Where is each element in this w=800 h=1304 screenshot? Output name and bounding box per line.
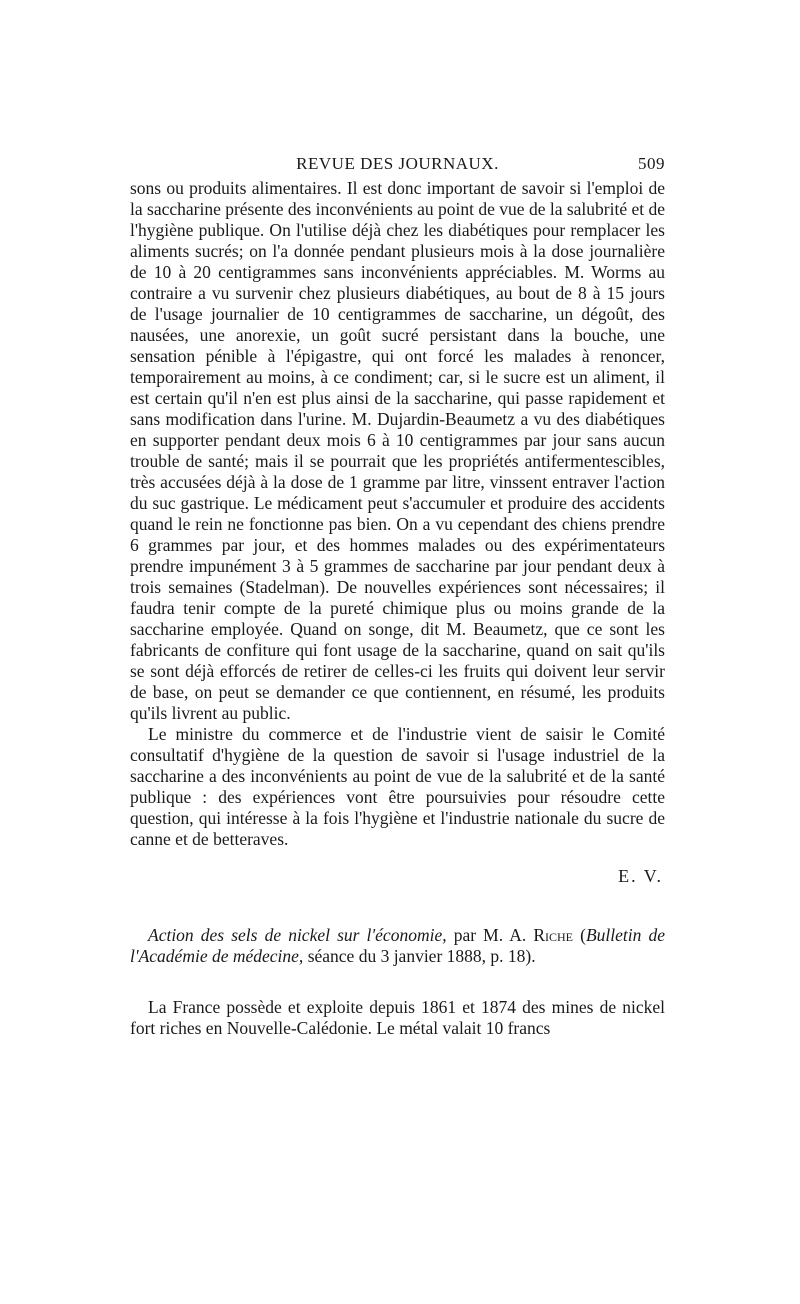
body-paragraph-3: La France possède et exploite depuis 1861 et 1874 des mines de nickel fort riches en Nouvelle-Calédonie. Le métal valait 10 francs: [130, 997, 665, 1038]
author-signature: E. V.: [618, 866, 663, 886]
article-details: séance du 3 janvier 1888, p. 18).: [303, 946, 536, 966]
body-paragraph-1: sons ou produits alimentaires. Il est donc important de savoir si l'emploi de la saccharine présente des inconvénients au point de vue de la salubrité et de l'hygiène publique. On l'utilise déjà chez les diabétiques pour remplacer les aliments sucrés; on l'a donnée pendant plusieurs mois à la dose journalière de 10 à 20 centigrammes sans inconvénients appréciables. M. Worms au contraire a vu survenir chez plusieurs diabétiques, au bout de 8 à 15 jours de l'usage journalier de 10 centigrammes de saccharine, un dégoût, des nausées, une anorexie, un goût sucré persistant dans la bouche, une sensation pénible à l'épigastre, qui ont forcé les malades à renoncer, temporairement au moins, à ce condiment; car, si le sucre est un aliment, il est certain qu'il n'en est plus ainsi de la saccharine, qui passe rapidement et sans modification dans l'urine. M. Dujardin-Beaumetz a vu des diabétiques en supporter pendant deux mois 6 à 10 centigrammes par jour sans aucun trouble de santé; mais il se pourrait que les propriétés antifermentescibles, très accusées déjà à la dose de 1 gramme par litre, vinssent entraver l'action du suc gastrique. Le médicament peut s'accumuler et produire des accidents quand le rein ne fonctionne pas bien. On a vu cependant des chiens prendre 6 grammes par jour, et des hommes malades ou des expérimentateurs prendre impunément 3 à 5 grammes de saccharine par jour pendant deux à trois semaines (Stadelman). De nouvelles expériences sont nécessaires; il faudra tenir compte de la pureté chimique plus ou moins grande de la saccharine employée. Quand on songe, dit M. Beaumetz, que ce sont les fabricants de confiture qui font usage de la saccharine, quand on sait qu'ils se sont déjà efforcés de retirer de celles-ci les fruits qui doivent leur servir de base, on peut se demander ce que contiennent, en résumé, les produits qu'ils livrent au public.: [130, 178, 665, 723]
running-head-title: REVUE DES JOURNAUX.: [296, 154, 499, 173]
article-title: Action des sels de nickel sur l'économie,: [148, 925, 447, 945]
article-journal: Bulletin de l'Académie de médecine,: [130, 925, 665, 966]
body-paragraph-2: Le ministre du commerce et de l'industrie vient de saisir le Comité consultatif d'hygiène de la question de savoir si l'usage industriel de la saccharine a des inconvénients au point de vue de la salubrité et de la santé publique : des expériences vont être poursuivies pour résoudre cette question, qui intéresse à la fois l'hygiène et l'industrie nationale du sucre de canne et de betteraves.: [130, 724, 665, 849]
article-by: par M. A.: [446, 925, 534, 945]
running-head: [130, 150, 665, 178]
article-author: Riche: [533, 925, 574, 945]
document-page: [130, 150, 665, 1039]
page-number: 509: [638, 154, 665, 173]
article-paren-open: (: [573, 925, 586, 945]
article-heading: [130, 925, 665, 967]
